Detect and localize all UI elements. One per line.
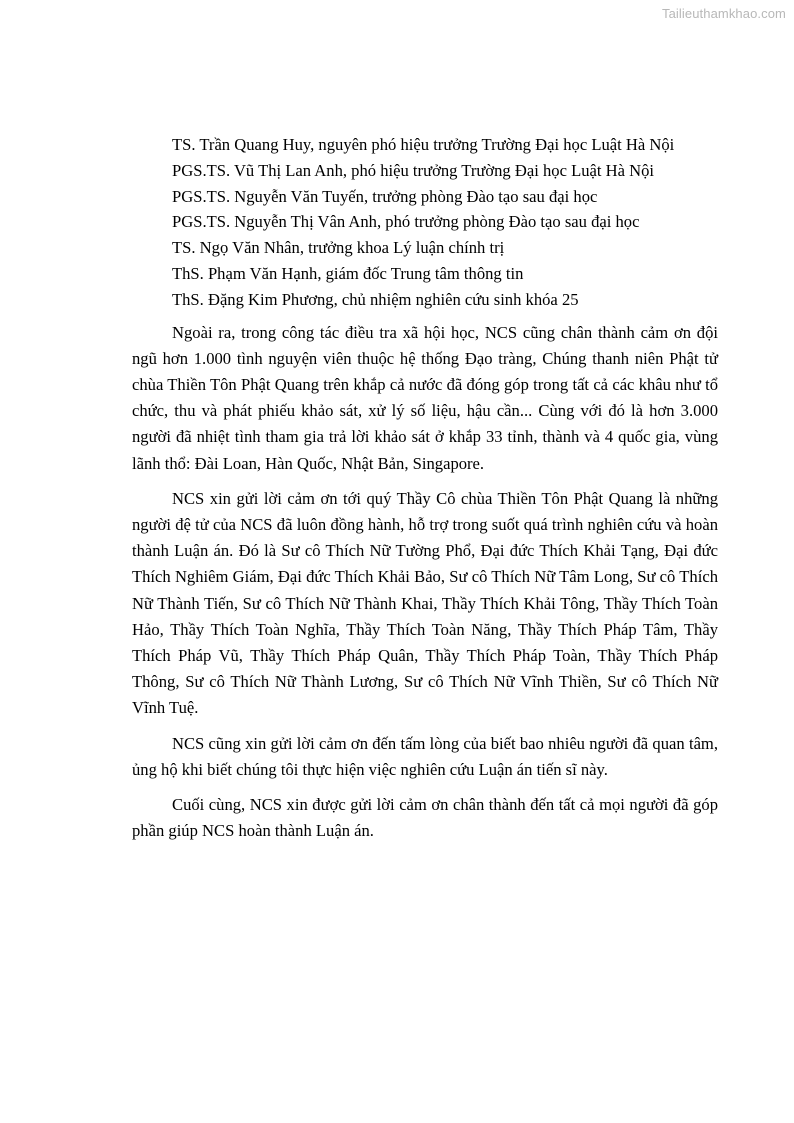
document-page	[132, 132, 718, 844]
watermark: Tailieuthamkhao.com	[661, 6, 786, 21]
paragraph-supporters-thanks: NCS cũng xin gửi lời cảm ơn đến tấm lòng của biết bao nhiêu người đã quan tâm, ủng hộ khi biết chúng tôi thực hiện việc nghiên cứu Luận án tiến sĩ này.	[132, 733, 718, 779]
paragraph-survey-thanks: Ngoài ra, trong công tác điều tra xã hội học, NCS cũng chân thành cảm ơn đội ngũ hơn 1.000 tình nguyện viên thuộc hệ thống Đạo tràng, Chúng thanh niên Phật tử chùa Thiền Tôn Phật Quang trên khắp cả nước đã đóng góp trong tất cả các khâu như tổ chức, thu và phát phiếu khảo sát, xử lý số liệu, hậu cần... Cùng với đó là hơn 3.000 người đã nhiệt tình tham gia trả lời khảo sát ở khắp 33 tỉnh, thành và 4 quốc gia, vùng lãnh thổ: Đài Loan, Hàn Quốc, Nhật Bản, Singapore.	[132, 322, 718, 473]
person-line: TS. Trần Quang Huy, nguyên phó hiệu trưởng Trường Đại học Luật Hà Nội	[172, 135, 675, 154]
paragraph-closing-thanks: Cuối cùng, NCS xin được gửi lời cảm ơn chân thành đến tất cả mọi người đã góp phần giúp NCS hoàn thành Luận án.	[132, 795, 718, 841]
paragraph-disciples-thanks: NCS xin gửi lời cảm ơn tới quý Thầy Cô chùa Thiền Tôn Phật Quang là những người đệ tử của NCS đã luôn đồng hành, hỗ trợ trong suốt quá trình nghiên cứu và hoàn thành Luận án. Đó là Sư cô Thích Nữ Tường Phổ, Đại đức Thích Khải Tạng, Đại đức Thích Nghiêm Giám, Đại đức Thích Khải Bảo, Sư cô Thích Nữ Tâm Long, Sư cô Thích Nữ Thành Tiến, Sư cô Thích Nữ Thành Khai, Thầy Thích Khải Tông, Thầy Thích Toàn Hảo, Thầy Thích Toàn Nghĩa, Thầy Thích Toàn Năng, Thầy Thích Pháp Tâm, Thầy Thích Pháp Vũ, Thầy Thích Pháp Quân, Thầy Thích Pháp Toàn, Thầy Thích Pháp Thông, Sư cô Thích Nữ Thành Lương, Sư cô Thích Nữ Vĩnh Thiền, Sư cô Thích Nữ Vĩnh Tuệ.	[132, 488, 718, 718]
person-line: ThS. Đặng Kim Phương, chủ nhiệm nghiên cứu sinh khóa 25	[172, 289, 579, 309]
person-line: ThS. Phạm Văn Hạnh, giám đốc Trung tâm thông tin	[172, 263, 524, 283]
person-line: TS. Ngọ Văn Nhân, trưởng khoa Lý luận chính trị	[172, 238, 505, 258]
person-line: PGS.TS. Vũ Thị Lan Anh, phó hiệu trưởng Trường Đại học Luật Hà Nội	[172, 160, 655, 180]
acknowledged-people-list	[172, 132, 718, 313]
person-line: PGS.TS. Nguyễn Văn Tuyến, trưởng phòng Đào tạo sau đại học	[172, 186, 598, 206]
person-line: PGS.TS. Nguyễn Thị Vân Anh, phó trưởng phòng Đào tạo sau đại học	[172, 212, 640, 232]
